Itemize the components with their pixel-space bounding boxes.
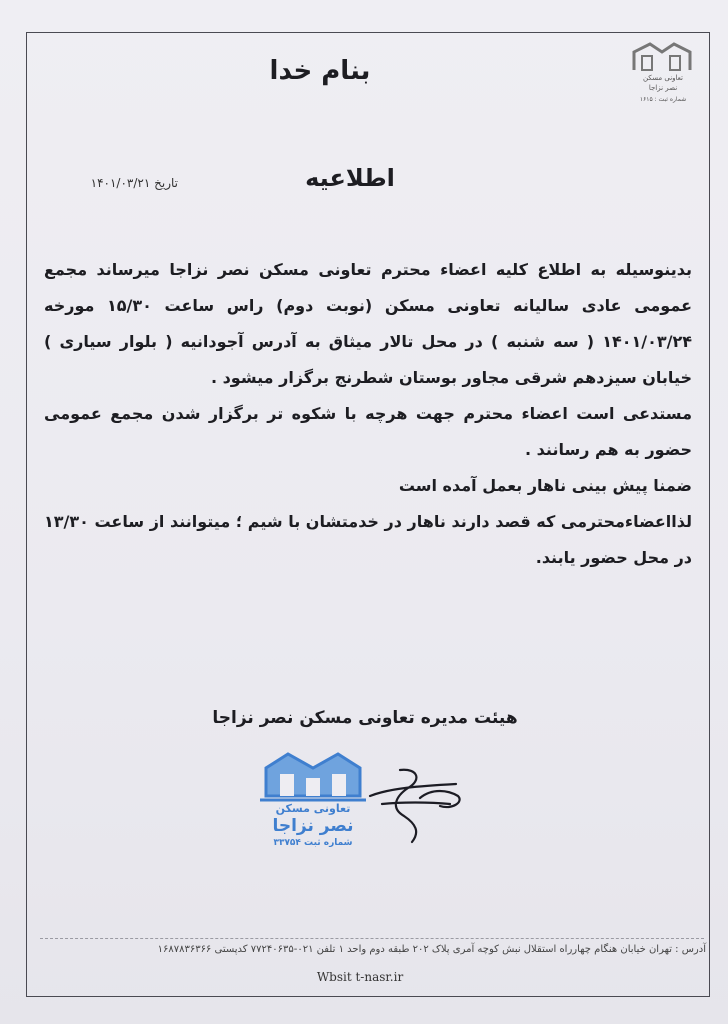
logo-text-line1: تعاونی مسکن (642, 74, 684, 82)
notice-body (44, 252, 692, 576)
footer-divider (40, 938, 704, 939)
cooperative-logo (630, 40, 694, 120)
logo-text-line2: نصر نزاجا (648, 84, 678, 92)
body-paragraph-3: ضمنا پیش بینی ناهار بعمل آمده است (398, 476, 692, 495)
logo-registration: شماره ثبت : ۱۶۱۵ (639, 96, 687, 103)
handwritten-signature (360, 758, 470, 848)
notice-heading: اطلاعیه (305, 164, 395, 192)
stamp-registration: شماره ثبت ۳۳۷۵۴ (273, 838, 353, 848)
stamp-building-icon (258, 744, 368, 804)
notice-date: تاریخ ۱۴۰۱/۰۳/۲۱ (90, 176, 178, 190)
body-paragraph-1: بدینوسیله به اطلاع کلیه اعضاء محترم تعاونی مسکن نصر نزاجا میرساند مجمع عمومی عادی سالیانه تعاونی مسکن (نوبت دوم) راس ساعت ۱۵/۳۰ مورخه ۱۴۰۱/۰۳/۲۴ ( سه شنبه ) در محل تالار میثاق به آدرس آجودانیه ( بلوار سیاری ) خیابان سیزدهم شرقی مجاور بوستان شطرنج برگزار میشود . (44, 260, 692, 387)
stamp-text-line2: نصر نزاجا (272, 816, 354, 836)
footer-website: Wbsit t-nasr.ir (316, 970, 404, 984)
body-paragraph-2: مستدعی است اعضاء محترم جهت هرچه با شکوه تر برگزار شدن مجمع عمومی حضور به هم رسانند . (44, 404, 692, 459)
cooperative-stamp (258, 744, 368, 859)
building-logo-icon (630, 40, 694, 74)
body-paragraph-4: لذااعضاءمحترمی که قصد دارند ناهار در خدمتشان با شیم ؛ میتوانند از ساعت ۱۳/۳۰ در محل حضور یابند. (44, 512, 692, 567)
stamp-text-line1: تعاونی مسکن (275, 802, 351, 815)
signatory-title: هیئت مدیره تعاونی مسکن نصر نزاجا (212, 708, 518, 728)
footer-address: آدرس : تهران خیابان هنگام چهارراه استقلال نبش کوچه آمری پلاک ۲۰۲ طبقه دوم واحد ۱ تلفن ۰۲۱-۷۷۲۴۰۶۳۵ کدپستی ۱۶۸۷۸۳۶۳۶۶ (157, 944, 706, 955)
bismillah-header: بنام خدا (269, 56, 371, 86)
